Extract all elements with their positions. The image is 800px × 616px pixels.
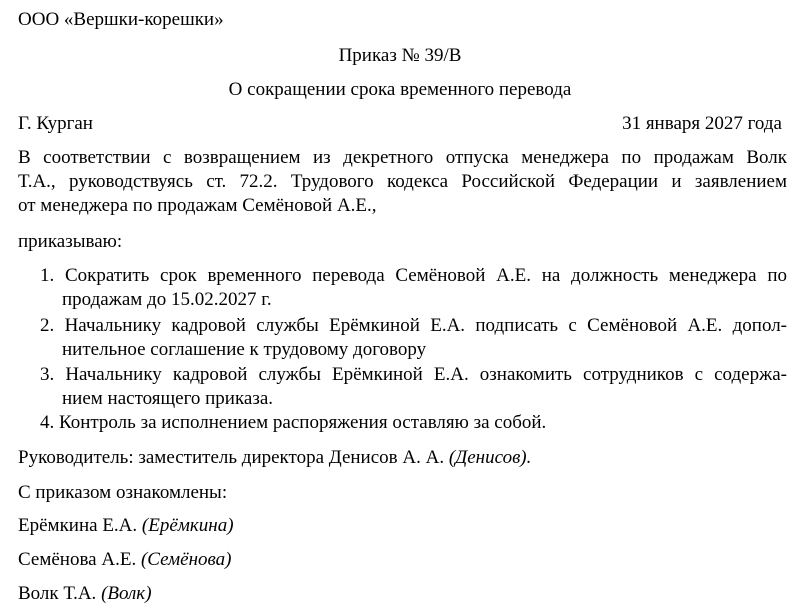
acquainted-row-1 <box>18 514 234 538</box>
preamble-line-1: В соответствии с возвращением из декретного отпуска менеджера по продажам Волк <box>18 147 787 168</box>
preamble-line-3: от менеджера по продажам Семёновой А.Е., <box>18 195 377 216</box>
acquainted-row-2 <box>18 548 231 572</box>
order-word: приказываю: <box>18 231 123 252</box>
acquainted-name: Семёнова А.Е. <box>18 549 141 570</box>
order-title: Приказ № 39/В <box>338 45 462 66</box>
acquainted-name: Волк Т.А. <box>18 583 102 604</box>
city: Г. Курган <box>18 113 93 134</box>
acquainted-signature: (Волк) <box>101 583 152 604</box>
organization-name: ООО «Вершки-корешки» <box>18 9 224 30</box>
item-1-line-2: продажам до 15.02.2027 г. <box>62 289 272 310</box>
item-1-line-1: 1. Сократить срок временного перевода Семёновой А.Е. на должность менеджера по <box>40 265 787 286</box>
head-signature-line <box>18 446 531 470</box>
head-text: Руководитель: заместитель директора Денисов А. А. <box>18 447 449 468</box>
item-4-line-1: 4. Контроль за исполнением распоряжения оставляю за собой. <box>40 412 547 433</box>
acquainted-label: С приказом ознакомлены: <box>18 482 228 503</box>
head-signature: (Денисов). <box>448 447 532 468</box>
acquainted-row-3 <box>18 582 152 606</box>
order-subject: О сокращении срока временного перевода <box>228 79 572 100</box>
item-2-line-1: 2. Начальнику кадровой службы Ерёмкиной Е.А. подписать с Семёновой А.Е. допол- <box>40 315 787 336</box>
preamble-line-2: Т.А., руководствуясь ст. 72.2. Трудового кодекса Российской Федерации и заявлением <box>18 171 787 192</box>
item-3-line-2: нием настоящего приказа. <box>62 388 274 409</box>
date: 31 января 2027 года <box>622 113 782 134</box>
item-3-line-1: 3. Начальнику кадровой службы Ерёмкиной Е.А. ознакомить сотрудников с содержа- <box>40 364 787 385</box>
item-2-line-2: нительное соглашение к трудовому договору <box>62 339 427 360</box>
acquainted-signature: (Семёнова) <box>140 549 232 570</box>
acquainted-name: Ерёмкина Е.А. <box>18 515 142 536</box>
acquainted-signature: (Ерёмкина) <box>141 515 234 536</box>
